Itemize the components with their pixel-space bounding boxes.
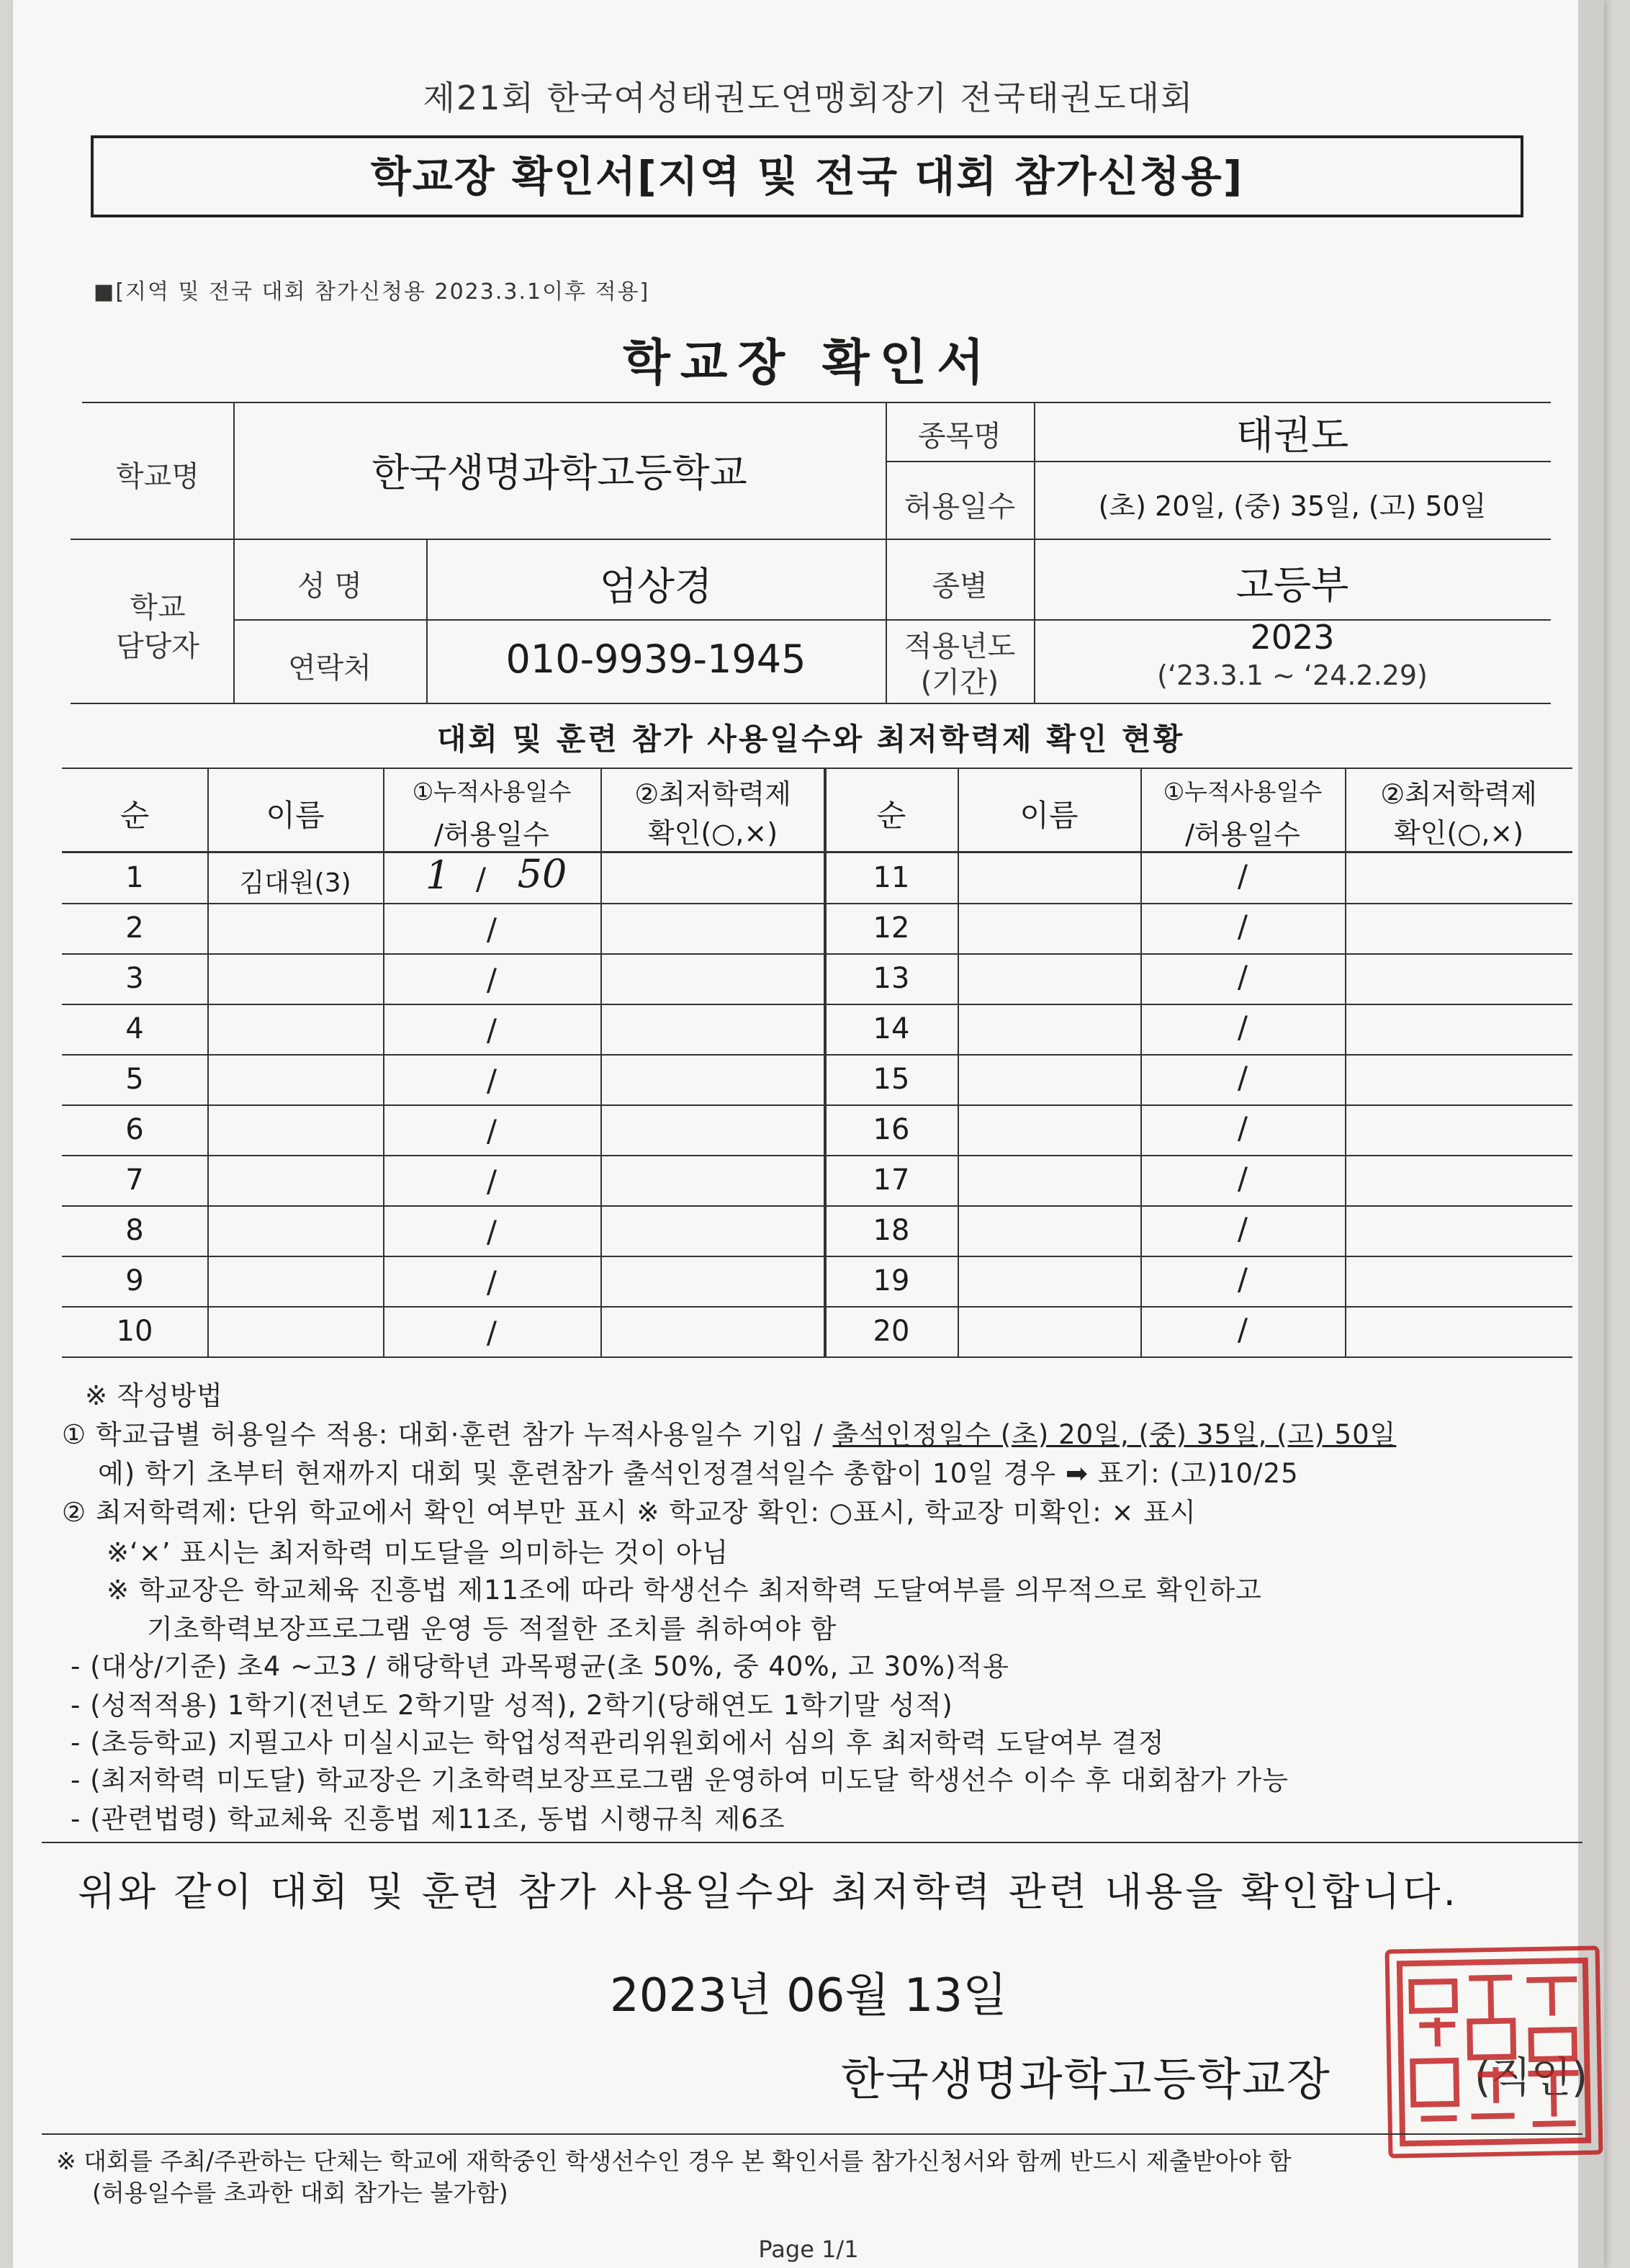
- contact-person-label-2: 담당자: [116, 630, 199, 663]
- confirmation-statement: 위와 같이 대회 및 훈련 참가 사용일수와 최저학력 관련 내용을 확인합니다.: [78, 1869, 1459, 1914]
- school-name-value: 한국생명과학고등학교: [372, 450, 747, 495]
- rule: [71, 539, 1551, 540]
- header-no-right: 순: [876, 798, 906, 833]
- row-slash-left: /: [486, 1315, 497, 1350]
- row-slash-left: /: [486, 1012, 497, 1048]
- document-page: [13, 0, 1604, 2268]
- row-name-left: 김대원(3): [239, 868, 351, 898]
- row-slash-left: /: [486, 1214, 497, 1249]
- row-slash-right: /: [1237, 1211, 1248, 1246]
- sport-value: 태권도: [1235, 413, 1349, 458]
- instruction-line-5: ※ 학교장은 학교체육 진흥법 제11조에 따라 학생선수 최저학력 도달여부를 의무적으로 확인하고: [107, 1575, 1262, 1606]
- row-slash-right: /: [1237, 1009, 1248, 1045]
- confirmation-date: 2023년 06월 13일: [610, 1969, 1007, 2022]
- table-col-rule: [958, 768, 959, 1356]
- division-value: 고등부: [1235, 562, 1349, 608]
- seal-glyphs: [1390, 1950, 1599, 2154]
- row-slash-left: /: [486, 1164, 497, 1199]
- row-no-left: 10: [116, 1315, 153, 1348]
- instruction-line-11: - (관련법령) 학교체육 진흥법 제11조, 동법 시행규칙 제6조: [71, 1804, 785, 1835]
- row-slash-left: /: [486, 1063, 497, 1098]
- instruction-line-2: 예) 학기 초부터 현재까지 대회 및 훈련참가 출석인정결석일수 총합이 10일 경우 ➡ 표기: (고)10/25: [98, 1458, 1299, 1489]
- table-row-rule: [62, 1356, 1572, 1358]
- row-no-left: 4: [125, 1012, 144, 1045]
- school-name-label: 학교명: [116, 460, 199, 493]
- table-col-rule: [1345, 768, 1346, 1356]
- row-no-left: 1: [125, 861, 144, 894]
- instruction-line-6: 기초학력보장프로그램 운영 등 적절한 조치를 취하여야 함: [147, 1614, 837, 1644]
- event-title: 제21회 한국여성태권도연맹회장기 전국태권도대회: [423, 78, 1194, 117]
- instruction-line-9: - (초등학교) 지필고사 미실시교는 학업성적관리위원회에서 심의 후 최저학력 도달여부 결정: [71, 1727, 1165, 1758]
- row-slash-right: /: [1237, 1161, 1248, 1196]
- row-no-right: 20: [873, 1315, 910, 1348]
- row-slash-right: /: [1237, 959, 1248, 994]
- table-col-rule: [600, 768, 602, 1356]
- row-no-right: 16: [873, 1113, 910, 1146]
- official-seal-stamp: [1384, 1945, 1603, 2158]
- footer-note-2: (허용일수를 초과한 대회 참가는 불가함): [92, 2179, 508, 2207]
- header-name-left: 이름: [266, 798, 325, 833]
- instruction-line-8: - (성적적용) 1학기(전년도 2학기말 성적), 2학기(당해연도 1학기말 성적): [71, 1690, 953, 1721]
- row-slash-left: /: [486, 962, 497, 997]
- row-slash-right: /: [1237, 1312, 1248, 1347]
- signer-name: 한국생명과학고등학교장: [841, 2053, 1331, 2105]
- rule: [42, 1842, 1582, 1843]
- name-label: 성 명: [297, 570, 362, 603]
- row-slash-right: /: [1237, 909, 1248, 944]
- row-allowed-days-left: 50: [517, 851, 567, 896]
- row-slash-right: /: [1237, 1060, 1248, 1095]
- rule: [82, 402, 1551, 403]
- row-no-left: 7: [125, 1164, 144, 1197]
- year-value: 2023: [1250, 618, 1335, 657]
- footer-note-1: ※ 대회를 주최/주관하는 단체는 학교에 재학중인 학생선수인 경우 본 확인서를 참가신청서와 함께 반드시 제출받아야 함: [56, 2147, 1292, 2175]
- row-no-left: 2: [125, 912, 144, 945]
- row-no-left: 8: [125, 1214, 144, 1247]
- row-slash-left: /: [475, 861, 487, 896]
- header-days-right-2: /허용일수: [1185, 819, 1300, 850]
- row-no-right: 18: [873, 1214, 910, 1247]
- row-no-left: 3: [125, 962, 144, 995]
- row-used-days-left: 1: [425, 852, 451, 898]
- row-no-right: 14: [873, 1012, 910, 1045]
- rule: [886, 461, 1551, 462]
- period-value: (‘23.3.1 ~ ‘24.2.29): [1157, 660, 1428, 691]
- instruction-line-10: - (최저학력 미도달) 학교장은 기초학력보장프로그램 운영하여 미도달 학생선수 이수 후 대회참가 가능: [71, 1765, 1289, 1796]
- instruction-line-7: - (대상/기준) 초4 ~고3 / 해당학년 과목평균(초 50%, 중 40%, 고 30%)적용: [71, 1651, 1009, 1682]
- header-acad-right-2: 확인(○,×): [1393, 817, 1524, 849]
- instruction-line-3: ② 최저학력제: 단위 학교에서 확인 여부만 표시 ※ 학교장 확인: ○표시, 학교장 미확인: × 표시: [62, 1497, 1197, 1528]
- boxed-title: 학교장 확인서[지역 및 전국 대회 참가신청용]: [91, 135, 1523, 217]
- rule: [42, 2133, 1582, 2135]
- page-number: Page 1/1: [758, 2236, 859, 2263]
- row-no-right: 12: [873, 912, 910, 945]
- instructions-heading: ※ 작성방법: [85, 1380, 223, 1411]
- sport-label: 종목명: [918, 420, 1001, 453]
- row-slash-right: /: [1237, 858, 1248, 894]
- row-slash-right: /: [1237, 1110, 1248, 1146]
- header-days-left-1: ①누적사용일수: [412, 778, 572, 806]
- header-acad-right-1: ②최저학력제: [1380, 778, 1537, 810]
- row-no-right: 15: [873, 1063, 910, 1096]
- row-no-left: 6: [125, 1113, 144, 1146]
- applicability-note: ■[지역 및 전국 대회 참가신청용 2023.3.1이후 적용]: [94, 279, 650, 305]
- header-no-left: 순: [120, 798, 150, 833]
- header-acad-left-2: 확인(○,×): [647, 817, 778, 849]
- row-no-right: 13: [873, 962, 910, 995]
- allowed-days-label: 허용일수: [904, 490, 1016, 523]
- row-no-right: 11: [873, 861, 910, 894]
- year-label-2: (기간): [920, 666, 999, 699]
- name-value: 엄상경: [599, 564, 713, 609]
- header-name-right: 이름: [1019, 798, 1079, 833]
- row-slash-left: /: [486, 1113, 497, 1148]
- rule: [71, 703, 1551, 704]
- contact-person-label-1: 학교: [130, 591, 186, 624]
- row-slash-left: /: [486, 1264, 497, 1300]
- main-title: 학교장 확인서: [623, 335, 994, 392]
- seal-placeholder-text: (직인): [1474, 2053, 1588, 2102]
- row-no-right: 17: [873, 1164, 910, 1197]
- instruction-line-1: [62, 1413, 1396, 1452]
- row-no-left: 5: [125, 1063, 144, 1096]
- header-acad-left-1: ②최저학력제: [634, 778, 791, 810]
- header-days-right-1: ①누적사용일수: [1163, 778, 1323, 806]
- row-no-right: 19: [873, 1264, 910, 1297]
- allowed-days-value: (초) 20일, (중) 35일, (고) 50일: [1098, 490, 1487, 522]
- row-slash-left: /: [486, 912, 497, 947]
- table-col-rule: [207, 768, 209, 1356]
- instruction-line-1-part-b: 출석인정일수 (초) 20일, (중) 35일, (고) 50일: [832, 1419, 1397, 1450]
- row-no-left: 9: [125, 1264, 144, 1297]
- instruction-line-1-part-a: ① 학교급별 허용일수 적용: 대회·훈련 참가 누적사용일수 기입 /: [62, 1419, 833, 1450]
- instruction-line-4: ※‘×’ 표시는 최저학력 미도달을 의미하는 것이 아님: [107, 1537, 729, 1568]
- phone-label: 연락처: [288, 652, 372, 685]
- phone-value: 010-9939-1945: [505, 636, 806, 682]
- header-days-left-2: /허용일수: [434, 819, 549, 850]
- section-title: 대회 및 훈련 참가 사용일수와 최저학력제 확인 현황: [436, 721, 1185, 757]
- division-label: 종별: [932, 570, 988, 603]
- year-label-1: 적용년도: [904, 630, 1016, 663]
- row-slash-right: /: [1237, 1261, 1248, 1297]
